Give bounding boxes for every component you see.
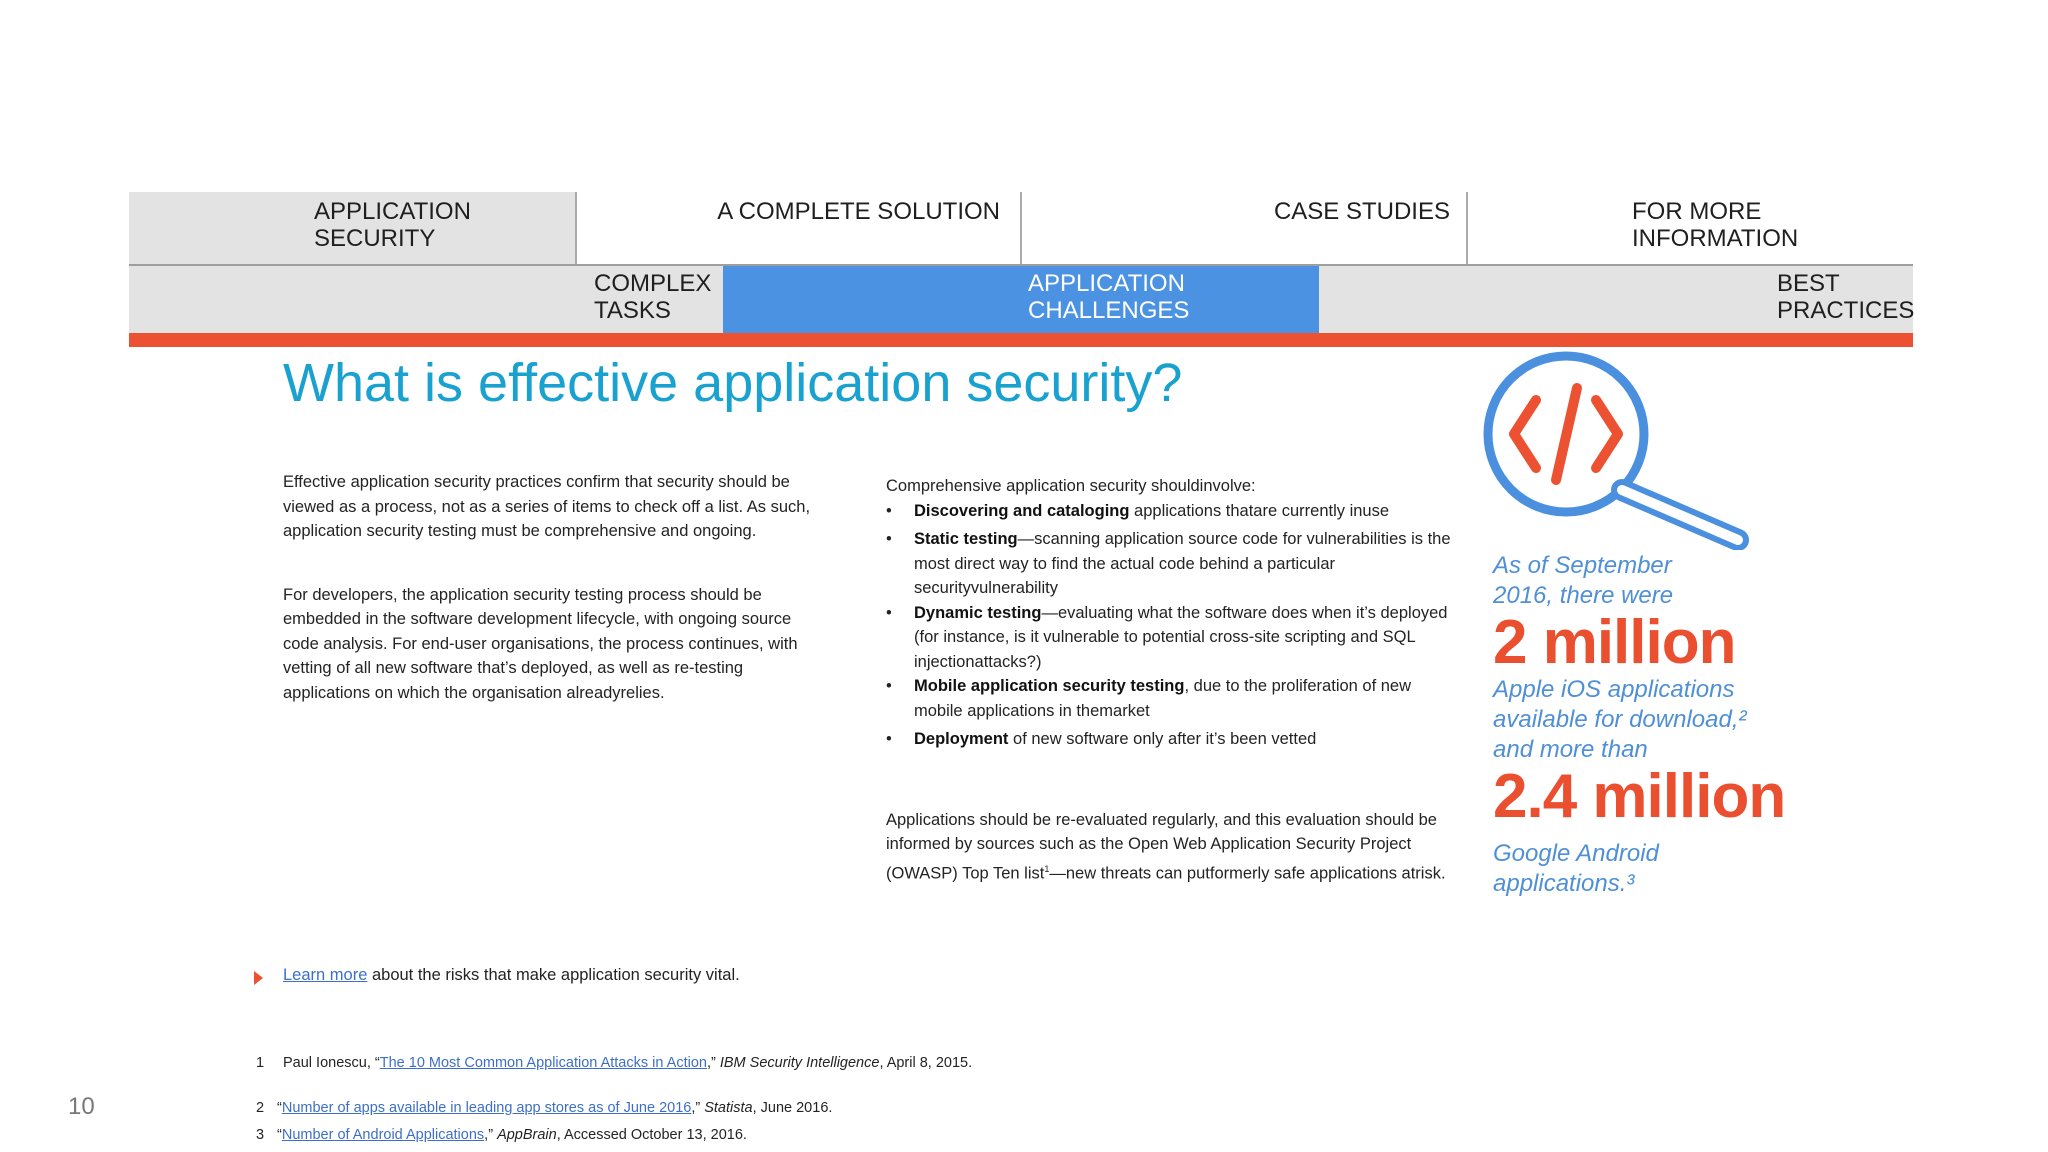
tab-label-line1: APPLICATION: [314, 198, 471, 225]
stat-text: 2016, there were: [1493, 582, 1674, 609]
item-text: applications thatare currently inuse: [1129, 501, 1390, 520]
stats-panel: [1493, 551, 1913, 899]
bullet-icon: •: [886, 530, 892, 548]
footnote-source: IBM Security Intelligence: [719, 1055, 880, 1071]
tab-label-line1: APPLICATION: [1028, 270, 1185, 297]
learn-more: [283, 966, 740, 985]
footnote-ref: 1: [1044, 863, 1050, 874]
stat-text: and more than: [1493, 736, 1648, 763]
item-text: of new software only after it’s been vetted: [1008, 730, 1317, 748]
footnote-link[interactable]: The 10 Most Common Application Attacks in Action: [379, 1055, 707, 1071]
footnote-text: , Accessed October 13, 2016.: [556, 1127, 747, 1143]
requirements-column: [886, 474, 1456, 886]
list-intro: Comprehensive application security shouldinvolve:: [886, 477, 1256, 495]
footnote: [256, 1054, 996, 1073]
tab-label-line1: FOR MORE: [1632, 198, 1762, 225]
bullet-icon: •: [886, 730, 892, 748]
footnote-source: Statista: [704, 1100, 753, 1116]
footnote-text: “: [277, 1127, 282, 1143]
tab-best-practices[interactable]: [1777, 270, 1914, 324]
footnote-text: Paul Ionescu, “: [283, 1055, 380, 1071]
page-title: What is effective application security?: [283, 353, 1183, 413]
footnote-text: ,”: [484, 1127, 498, 1143]
requirements-list: [886, 499, 1456, 752]
tab-application-security[interactable]: [129, 192, 575, 264]
bullet-icon: •: [886, 677, 892, 695]
footnote-text: “: [277, 1100, 282, 1116]
nav-sub-row: [129, 264, 1913, 333]
footnote-number: 1: [256, 1055, 265, 1071]
footnote: [256, 1126, 996, 1145]
tab-label-line2: CHALLENGES: [1028, 297, 1190, 324]
list-item: [886, 527, 1456, 601]
stat-text: applications.³: [1493, 870, 1635, 897]
tab-label-line2: SECURITY: [314, 225, 436, 252]
tab-label-line2: INFORMATION: [1632, 225, 1799, 252]
tab-label: A COMPLETE SOLUTION: [717, 198, 1000, 225]
list-item: [886, 601, 1456, 675]
stat-text: Apple iOS applications: [1493, 676, 1735, 703]
tab-label-line1: COMPLEX: [594, 270, 712, 297]
stat-text: As of September: [1493, 552, 1672, 579]
paragraph: For developers, the application security testing process should be embedded in the software development lifecycle, with ongoing source code analysis. For end-user organisations, the process continues, with vetting of all new software that’s deployed, as well as re-testing applications on which the organisation alreadyrelies.: [283, 585, 798, 702]
bullet-icon: •: [886, 603, 892, 622]
tab-label-line2: PRACTICES: [1777, 297, 1915, 324]
list-item: [886, 674, 1456, 723]
closing-text: —new threats can putformerly safe applications atrisk.: [1049, 864, 1446, 882]
stat-text: available for download,²: [1493, 706, 1747, 733]
tab-complete-solution[interactable]: [577, 192, 1020, 264]
play-arrow-icon: [254, 971, 263, 985]
tab-complex-tasks[interactable]: [594, 270, 711, 324]
footnote-link[interactable]: Number of apps available in leading app stores as of June 2016: [281, 1100, 692, 1116]
footnote-number: 2: [256, 1100, 265, 1116]
footnote-text: ,”: [691, 1100, 705, 1116]
tab-case-studies[interactable]: [1022, 192, 1466, 264]
stat-ios-count: 2 million: [1493, 608, 1736, 677]
closing-text: Applications should be re-evaluated regularly, and this evaluation should be informed by sources such as the Open Web Application Security Project (OWASP) Top Ten list: [886, 810, 1437, 882]
nav-top-row: [129, 192, 1913, 264]
item-term: Mobile application security testing: [914, 677, 1185, 695]
paragraph: Effective application security practices confirm that security should be viewed as a process, not as a series of items to check off a list. As such, application security testing must be comprehensive and ongoing.: [283, 473, 811, 540]
tab-label-line2: TASKS: [594, 297, 671, 324]
learn-more-link[interactable]: Learn more: [283, 966, 368, 984]
tab-application-challenges-active[interactable]: [723, 266, 1319, 333]
item-term: Static testing: [914, 530, 1018, 548]
item-term: Deployment: [914, 730, 1009, 748]
item-text: —evaluating what the software does when it’s deployed (for instance, is it vulnerable to potential cross-site scripting and SQL injectionattacks?): [914, 603, 1448, 671]
item-text: —scanning application source code for vulnerabilities is the most direct way to find the actual code behind a particular securityvulnerability: [914, 530, 1451, 597]
tab-for-more-information[interactable]: [1468, 192, 1913, 264]
tab-label: CASE STUDIES: [1273, 198, 1450, 225]
footnote: [256, 1099, 996, 1118]
intro-column: [283, 470, 828, 744]
footnote-link[interactable]: Number of Android Applications: [281, 1127, 485, 1143]
footnote-source: AppBrain: [497, 1127, 557, 1143]
footnote-number: 3: [256, 1127, 265, 1143]
closing-paragraph: [886, 808, 1456, 886]
list-item: [886, 499, 1456, 524]
page-number: 10: [68, 1093, 95, 1120]
list-item: [886, 727, 1456, 752]
footnote-text: ,”: [706, 1055, 720, 1071]
code-magnifier-icon: [1470, 340, 1760, 550]
stat-text: Google Android: [1493, 840, 1659, 867]
item-term: Discovering and cataloging: [914, 501, 1130, 520]
item-text: , due to the proliferation of new mobile applications in themarket: [914, 677, 1412, 720]
tab-label-line1: BEST: [1777, 270, 1840, 297]
footnote-text: , April 8, 2015.: [879, 1055, 973, 1071]
bullet-icon: •: [886, 501, 892, 520]
stat-android-count: 2.4 million: [1493, 762, 1786, 831]
footnote-text: , June 2016.: [752, 1100, 833, 1116]
item-term: Dynamic testing: [914, 603, 1042, 622]
learn-more-text: about the risks that make application security vital.: [367, 966, 740, 984]
